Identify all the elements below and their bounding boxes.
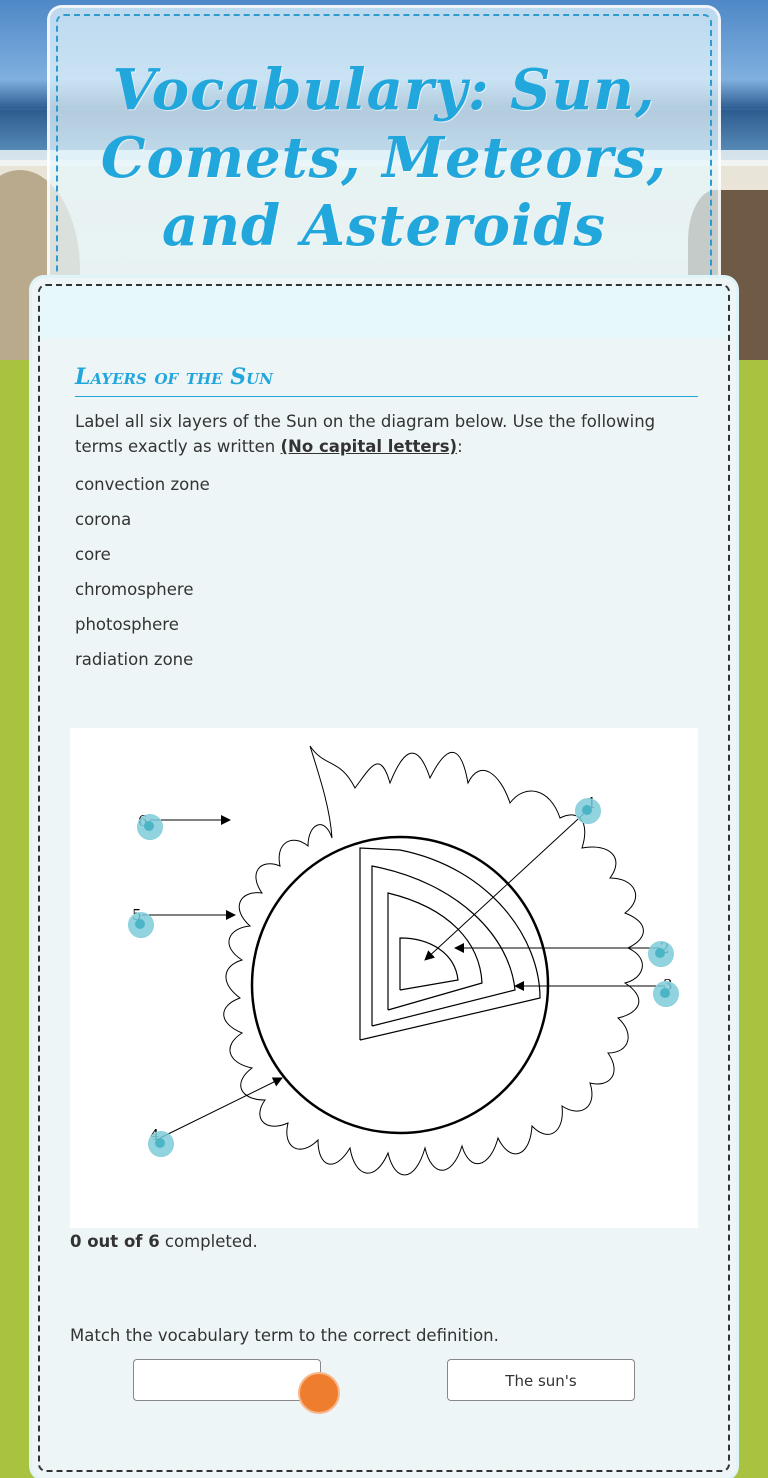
list-item: corona xyxy=(75,510,132,529)
list-item: photosphere xyxy=(75,615,179,634)
definition-preview: The sun's xyxy=(505,1372,577,1390)
title-card xyxy=(50,8,718,298)
term-slot[interactable] xyxy=(133,1359,321,1401)
page-title: Vocabulary: Sun, Comets, Meteors, and Asteroids xyxy=(100,57,668,259)
list-item: core xyxy=(75,545,111,564)
progress-count: 0 out of 6 xyxy=(70,1232,160,1251)
list-item: convection zone xyxy=(75,475,210,494)
list-item: radiation zone xyxy=(75,650,194,669)
connector-dot[interactable] xyxy=(298,1372,340,1414)
worksheet-card xyxy=(32,278,736,1478)
hotspot-1[interactable] xyxy=(575,798,601,824)
hotspot-3[interactable] xyxy=(653,981,679,1007)
hotspot-4[interactable] xyxy=(148,1131,174,1157)
matching-prompt: Match the vocabulary term to the correct definition. xyxy=(70,1326,499,1345)
instructions: Label all six layers of the Sun on the diagram below. Use the following terms exactly as written (No capital letters): xyxy=(75,412,656,456)
sun-diagram xyxy=(70,728,698,1228)
definition-box[interactable] xyxy=(447,1359,635,1401)
terms-list xyxy=(75,467,698,677)
section-heading: Layers of the Sun xyxy=(75,364,698,397)
hotspot-2[interactable] xyxy=(648,941,674,967)
progress-status: 0 out of 6 completed. xyxy=(70,1232,258,1251)
section-content xyxy=(70,364,698,677)
hotspot-5[interactable] xyxy=(128,912,154,938)
instruction-emphasis: (No capital letters) xyxy=(280,437,458,456)
list-item: chromosphere xyxy=(75,580,194,599)
hotspot-6[interactable] xyxy=(137,814,163,840)
